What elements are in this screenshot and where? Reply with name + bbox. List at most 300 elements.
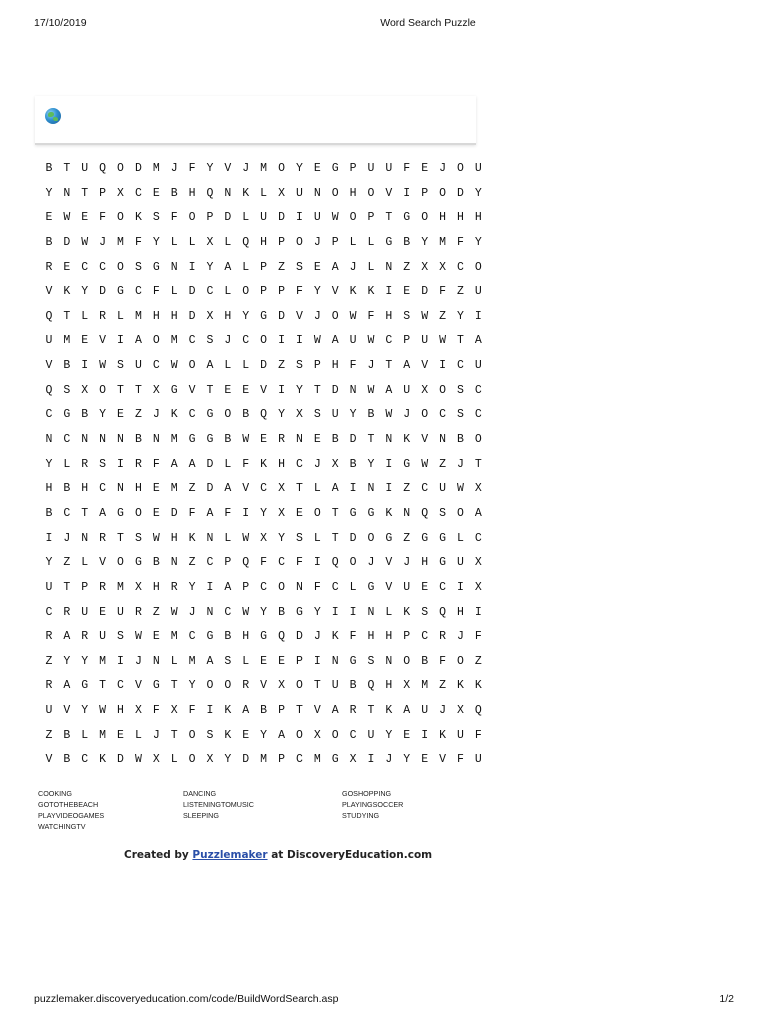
grid-letter: O	[349, 556, 357, 570]
grid-letter: G	[81, 679, 89, 693]
grid-letter: Z	[63, 556, 71, 570]
grid-letter: C	[81, 753, 89, 767]
grid-letter: O	[313, 506, 321, 520]
grid-letter: R	[242, 679, 250, 693]
grid-letter: I	[313, 654, 321, 668]
grid-letter: P	[331, 235, 339, 249]
grid-letter: K	[224, 704, 232, 718]
grid-letter: H	[474, 211, 482, 225]
grid-letter: D	[224, 211, 232, 225]
grid-letter: G	[206, 630, 214, 644]
grid-letter: T	[313, 679, 321, 693]
grid-letter: X	[278, 482, 285, 496]
grid-letter: K	[188, 531, 196, 545]
grid-letter: L	[242, 654, 250, 668]
grid-letter: E	[152, 506, 160, 520]
grid-letter: H	[134, 482, 142, 496]
grid-letter: G	[170, 383, 178, 397]
grid-letter: B	[45, 162, 53, 175]
grid-letter: E	[242, 728, 250, 742]
grid-letter: K	[474, 679, 482, 693]
word-item: PLAYVIDEOGAMES	[38, 811, 105, 820]
word-item: PLAYINGSOCCER	[342, 800, 404, 809]
grid-letter: O	[474, 260, 482, 274]
grid-letter: T	[170, 679, 178, 693]
grid-letter: S	[224, 654, 232, 668]
grid-letter: W	[367, 383, 375, 397]
grid-letter: X	[170, 704, 178, 718]
grid-letter: Y	[260, 728, 268, 742]
grid-letter: Y	[456, 309, 464, 323]
grid-letter: N	[206, 531, 214, 545]
grid-letter: T	[331, 531, 339, 545]
grid-letter: R	[134, 457, 142, 471]
grid-letter: W	[99, 359, 107, 373]
grid-letter: C	[99, 482, 107, 496]
grid-letter: X	[117, 186, 124, 200]
grid-letter: J	[313, 457, 321, 471]
grid-letter: Z	[134, 408, 142, 422]
grid-letter: J	[152, 408, 160, 422]
grid-letter: O	[188, 753, 196, 767]
grid-letter: Y	[474, 186, 482, 200]
grid-letter: F	[188, 704, 196, 718]
grid-letter: F	[152, 704, 160, 718]
grid-letter: M	[99, 728, 107, 742]
grid-letter: X	[295, 408, 303, 422]
grid-letter: G	[421, 531, 429, 545]
grid-letter: Y	[260, 605, 268, 619]
grid-letter: N	[152, 433, 160, 447]
grid-letter: N	[385, 260, 393, 274]
grid-letter: D	[278, 309, 285, 323]
grid-letter: F	[99, 211, 107, 225]
grid-letter: G	[367, 580, 375, 594]
grid-letter: E	[313, 162, 321, 175]
grid-letter: O	[278, 162, 285, 175]
grid-letter: A	[278, 728, 285, 742]
grid-letter: W	[421, 457, 429, 471]
grid-letter: E	[81, 334, 89, 348]
grid-letter: G	[385, 235, 393, 249]
grid-letter: D	[349, 531, 357, 545]
grid-letter: K	[224, 728, 232, 742]
grid-letter: W	[439, 334, 446, 348]
grid-letter: E	[152, 630, 160, 644]
grid-letter: Y	[206, 260, 214, 274]
grid-letter: N	[63, 186, 71, 200]
grid-letter: Z	[188, 556, 196, 570]
grid-letter: L	[170, 753, 178, 767]
grid-letter: T	[99, 679, 107, 693]
grid-letter: S	[421, 605, 429, 619]
grid-letter: K	[385, 704, 393, 718]
grid-letter: N	[313, 186, 321, 200]
grid-letter: Q	[206, 186, 214, 200]
grid-letter: T	[295, 482, 303, 496]
grid-letter: S	[295, 531, 303, 545]
grid-letter: A	[474, 334, 482, 348]
grid-letter: V	[63, 704, 71, 718]
grid-letter: R	[81, 630, 89, 644]
grid-letter: O	[439, 186, 446, 200]
grid-letter: C	[242, 334, 250, 348]
grid-letter: G	[63, 408, 71, 422]
grid-letter: J	[349, 260, 357, 274]
grid-letter: B	[224, 433, 232, 447]
grid-letter: G	[295, 605, 303, 619]
word-item: COOKING	[38, 789, 72, 798]
grid-letter: Y	[45, 556, 53, 570]
grid-letter: V	[439, 753, 446, 767]
grid-letter: W	[349, 309, 357, 323]
grid-letter: N	[170, 556, 178, 570]
grid-letter: L	[117, 309, 124, 323]
grid-letter: T	[456, 334, 464, 348]
grid-letter: U	[117, 605, 124, 619]
grid-letter: U	[439, 482, 446, 496]
grid-letter: W	[367, 334, 375, 348]
word-item: SLEEPING	[183, 811, 219, 820]
grid-letter: I	[117, 457, 124, 471]
grid-letter: S	[117, 359, 124, 373]
grid-letter: B	[367, 408, 375, 422]
grid-letter: Q	[99, 162, 107, 175]
grid-letter: E	[117, 728, 124, 742]
grid-letter: Z	[152, 605, 160, 619]
grid-letter: M	[313, 753, 321, 767]
grid-letter: U	[403, 580, 411, 594]
grid-letter: O	[242, 285, 250, 299]
grid-letter: G	[331, 753, 339, 767]
grid-letter: L	[313, 531, 321, 545]
grid-letter: C	[295, 457, 303, 471]
grid-letter: F	[242, 457, 250, 471]
grid-letter: E	[403, 728, 411, 742]
grid-letter: N	[385, 654, 393, 668]
grid-letter: S	[295, 260, 303, 274]
grid-letter: O	[206, 679, 214, 693]
grid-letter: I	[45, 531, 53, 545]
grid-letter: B	[63, 728, 71, 742]
grid-letter: J	[439, 162, 446, 175]
grid-letter: N	[295, 433, 303, 447]
grid-letter: F	[295, 285, 303, 299]
grid-letter: B	[456, 433, 464, 447]
grid-letter: Z	[188, 482, 196, 496]
grid-letter: Y	[81, 654, 89, 668]
grid-letter: W	[81, 235, 89, 249]
grid-letter: U	[313, 211, 321, 225]
grid-letter: Y	[474, 235, 482, 249]
grid-letter: A	[331, 704, 339, 718]
grid-letter: Z	[278, 260, 285, 274]
grid-letter: O	[117, 556, 124, 570]
grid-letter: C	[439, 580, 446, 594]
credit-line	[124, 849, 432, 861]
grid-letter: U	[260, 211, 268, 225]
grid-letter: X	[134, 704, 142, 718]
grid-letter: T	[295, 704, 303, 718]
grid-letter: Q	[242, 235, 250, 249]
grid-letter: P	[367, 211, 375, 225]
grid-letter: I	[349, 482, 357, 496]
grid-letter: M	[152, 162, 160, 175]
grid-letter: H	[385, 309, 393, 323]
grid-letter: I	[474, 605, 482, 619]
grid-letter: E	[278, 654, 285, 668]
grid-letter: X	[421, 383, 429, 397]
grid-letter: L	[242, 211, 250, 225]
grid-letter: V	[385, 186, 393, 200]
grid-letter: E	[152, 482, 160, 496]
grid-letter: V	[99, 556, 107, 570]
grid-letter: G	[349, 506, 357, 520]
grid-letter: P	[403, 334, 411, 348]
grid-letter: C	[152, 359, 160, 373]
grid-letter: I	[421, 728, 429, 742]
grid-letter: V	[385, 580, 393, 594]
grid-letter: X	[152, 383, 160, 397]
grid-letter: Z	[403, 531, 411, 545]
grid-letter: U	[474, 359, 482, 373]
grid-letter: P	[403, 630, 411, 644]
grid-letter: Z	[439, 679, 446, 693]
grid-letter: N	[367, 482, 375, 496]
grid-letter: S	[134, 260, 142, 274]
grid-letter: O	[224, 679, 232, 693]
page-number: 1/2	[719, 993, 734, 1005]
grid-letter: O	[349, 211, 357, 225]
grid-letter: Y	[242, 309, 250, 323]
grid-letter: S	[206, 728, 214, 742]
grid-letter: S	[63, 383, 71, 397]
grid-letter: H	[152, 580, 160, 594]
grid-letter: W	[170, 359, 178, 373]
grid-letter: C	[206, 556, 214, 570]
grid-letter: W	[152, 531, 160, 545]
grid-letter: Q	[278, 630, 285, 644]
grid-letter: F	[188, 506, 196, 520]
grid-letter: U	[474, 753, 482, 767]
grid-letter: A	[474, 506, 482, 520]
grid-letter: D	[260, 359, 268, 373]
grid-letter: D	[63, 235, 71, 249]
grid-letter: Y	[188, 679, 196, 693]
grid-letter: V	[295, 309, 303, 323]
grid-letter: U	[385, 162, 393, 175]
grid-letter: F	[367, 309, 375, 323]
grid-letter: M	[439, 235, 446, 249]
grid-letter: Q	[260, 408, 268, 422]
grid-letter: Y	[278, 408, 285, 422]
grid-letter: T	[313, 383, 321, 397]
grid-letter: H	[81, 482, 89, 496]
grid-letter: G	[439, 531, 446, 545]
grid-letter: O	[188, 728, 196, 742]
grid-letter: Z	[403, 260, 411, 274]
grid-letter: H	[385, 630, 393, 644]
grid-letter: B	[349, 457, 357, 471]
grid-letter: H	[260, 235, 268, 249]
grid-letter: F	[224, 506, 232, 520]
grid-letter: U	[81, 162, 89, 175]
grid-letter: V	[99, 334, 107, 348]
grid-letter: V	[45, 359, 53, 373]
credit-suffix: at DiscoveryEducation.com	[267, 849, 433, 861]
grid-letter: E	[403, 285, 411, 299]
grid-letter: S	[134, 531, 142, 545]
grid-letter: I	[474, 309, 482, 323]
grid-letter: P	[260, 285, 268, 299]
grid-letter: K	[260, 457, 268, 471]
grid-letter: C	[295, 753, 303, 767]
grid-letter: R	[45, 679, 53, 693]
grid-letter: M	[170, 630, 178, 644]
grid-letter: P	[278, 753, 285, 767]
grid-letter: N	[224, 186, 232, 200]
grid-letter: G	[260, 630, 268, 644]
grid-letter: N	[439, 433, 446, 447]
grid-letter: S	[99, 457, 107, 471]
grid-letter: C	[99, 260, 107, 274]
grid-letter: J	[99, 235, 107, 249]
grid-letter: M	[134, 309, 142, 323]
grid-letter: X	[403, 679, 411, 693]
grid-letter: A	[63, 630, 71, 644]
grid-letter: C	[439, 408, 446, 422]
grid-letter: F	[349, 359, 357, 373]
grid-letter: Y	[421, 235, 429, 249]
grid-letter: D	[456, 186, 464, 200]
grid-letter: E	[117, 408, 124, 422]
grid-letter: T	[331, 506, 339, 520]
grid-letter: T	[63, 309, 71, 323]
grid-letter: W	[242, 531, 250, 545]
grid-letter: C	[63, 433, 71, 447]
puzzlemaker-link[interactable]: Puzzlemaker	[192, 849, 268, 861]
grid-letter: G	[385, 531, 393, 545]
grid-letter: X	[474, 580, 482, 594]
grid-letter: X	[81, 383, 89, 397]
grid-letter: O	[99, 383, 107, 397]
grid-letter: W	[456, 482, 464, 496]
grid-letter: F	[474, 728, 482, 742]
grid-letter: C	[421, 630, 429, 644]
grid-letter: G	[117, 285, 124, 299]
word-item: STUDYING	[342, 811, 380, 820]
grid-letter: C	[63, 506, 71, 520]
grid-letter: J	[367, 556, 375, 570]
grid-letter: P	[313, 359, 321, 373]
grid-letter: H	[456, 605, 464, 619]
grid-letter: F	[295, 556, 303, 570]
grid-letter: D	[206, 457, 214, 471]
grid-letter: R	[99, 309, 107, 323]
grid-letter: N	[99, 433, 107, 447]
grid-letter: O	[134, 506, 142, 520]
grid-letter: B	[63, 753, 71, 767]
grid-letter: Y	[224, 753, 232, 767]
grid-letter: R	[45, 260, 53, 274]
grid-letter: U	[331, 408, 339, 422]
grid-letter: L	[349, 580, 357, 594]
grid-letter: H	[117, 704, 124, 718]
grid-letter: O	[295, 728, 303, 742]
print-date: 17/10/2019	[34, 17, 87, 29]
grid-letter: C	[134, 186, 142, 200]
grid-letter: T	[170, 728, 178, 742]
grid-letter: B	[170, 186, 178, 200]
grid-letter: I	[206, 580, 214, 594]
grid-letter: P	[278, 704, 285, 718]
grid-letter: L	[170, 285, 178, 299]
grid-letter: V	[45, 285, 53, 299]
grid-letter: Q	[474, 704, 482, 718]
grid-letter: V	[421, 433, 429, 447]
grid-letter: D	[188, 309, 196, 323]
grid-letter: Y	[81, 285, 89, 299]
grid-letter: C	[349, 728, 357, 742]
grid-letter: C	[474, 383, 482, 397]
grid-letter: S	[152, 211, 160, 225]
grid-letter: M	[170, 482, 178, 496]
grid-letter: J	[456, 457, 464, 471]
grid-letter: I	[117, 334, 124, 348]
grid-letter: L	[170, 654, 178, 668]
grid-letter: G	[134, 556, 142, 570]
grid-letter: O	[421, 408, 429, 422]
grid-letter: C	[474, 408, 482, 422]
grid-letter: N	[81, 531, 89, 545]
grid-letter: L	[367, 235, 375, 249]
grid-letter: A	[224, 260, 232, 274]
grid-letter: L	[242, 359, 250, 373]
grid-letter: E	[81, 211, 89, 225]
grid-letter: Z	[439, 457, 446, 471]
grid-letter: H	[456, 211, 464, 225]
grid-letter: U	[456, 556, 464, 570]
grid-letter: Q	[421, 506, 429, 520]
grid-letter: A	[403, 359, 411, 373]
grid-letter: M	[170, 334, 178, 348]
grid-letter: T	[63, 162, 71, 175]
grid-letter: I	[385, 482, 393, 496]
grid-letter: Y	[349, 408, 357, 422]
grid-letter: O	[439, 383, 446, 397]
grid-letter: C	[224, 605, 232, 619]
grid-letter: W	[134, 630, 142, 644]
grid-letter: X	[278, 506, 285, 520]
grid-letter: B	[349, 679, 357, 693]
grid-letter: O	[260, 334, 268, 348]
grid-letter: C	[134, 285, 142, 299]
grid-letter: S	[206, 334, 214, 348]
grid-letter: I	[349, 605, 357, 619]
grid-letter: Q	[45, 383, 53, 397]
grid-letter: A	[63, 679, 71, 693]
grid-letter: O	[331, 728, 339, 742]
grid-letter: N	[117, 482, 124, 496]
grid-letter: J	[385, 753, 393, 767]
grid-letter: I	[81, 359, 89, 373]
grid-letter: G	[349, 654, 357, 668]
grid-letter: R	[63, 605, 71, 619]
grid-letter: L	[224, 359, 232, 373]
grid-letter: P	[421, 186, 429, 200]
grid-letter: C	[188, 408, 196, 422]
grid-letter: K	[403, 433, 411, 447]
